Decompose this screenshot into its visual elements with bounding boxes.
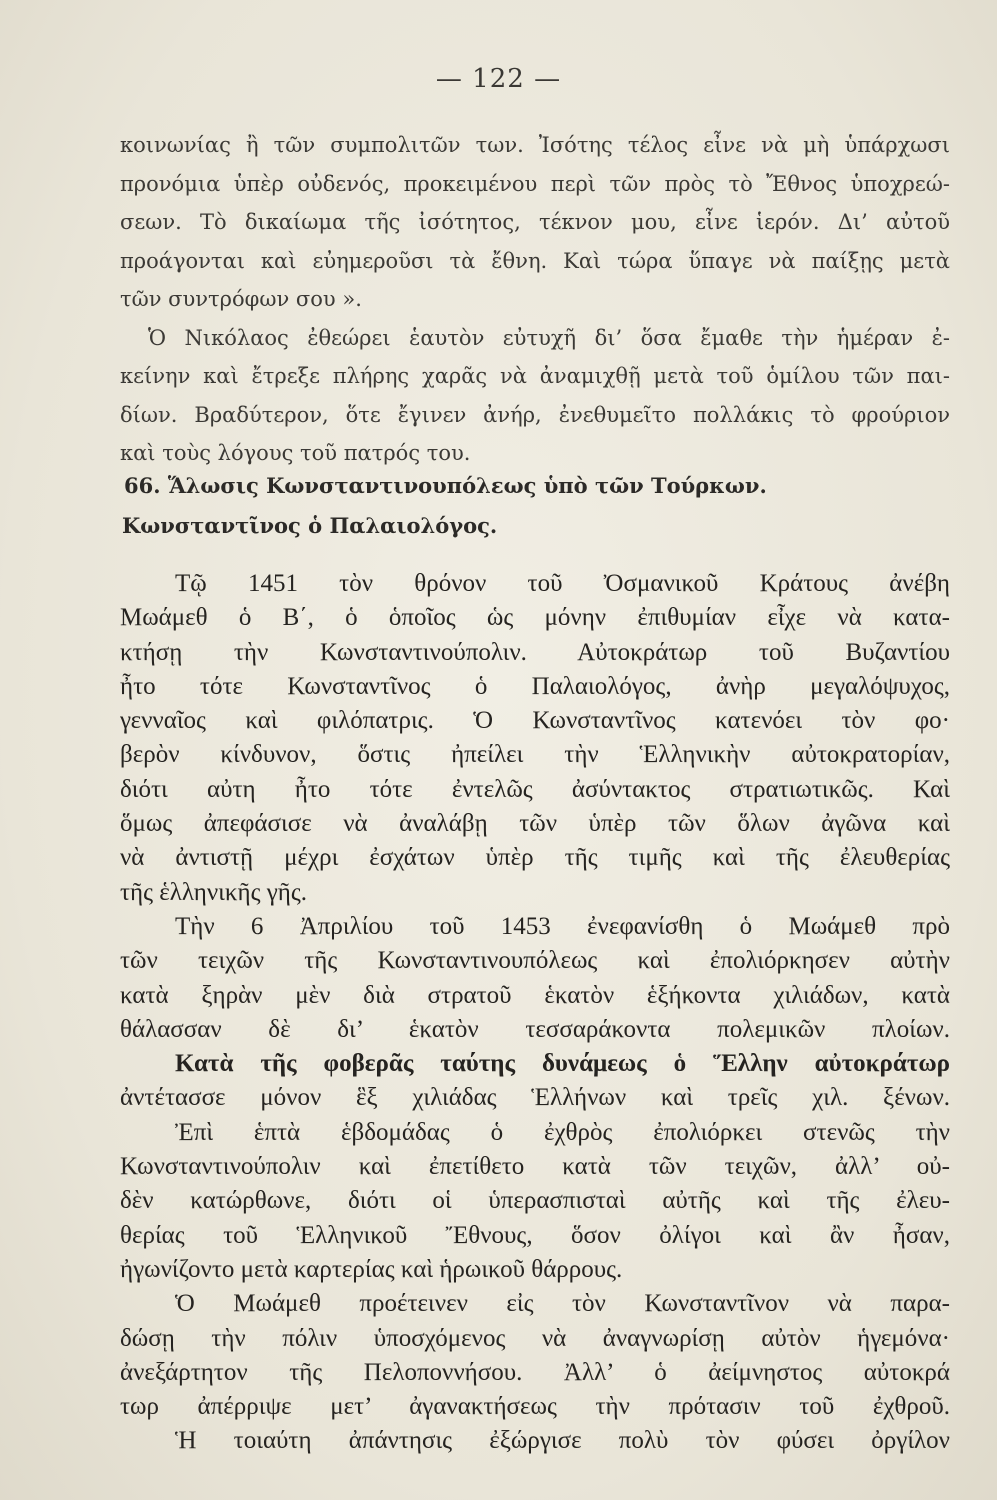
text-line: δώσῃ τὴν πόλιν ὑποσχόμενος νὰ ἀναγνωρίσῃ αὐτὸν ἡγεμόνα· bbox=[120, 1324, 950, 1352]
text-line: ἀντέτασσε μόνον ἓξ χιλιάδας Ἑλλήνων καὶ τρεῖς χιλ. ξένων. bbox=[120, 1084, 950, 1112]
text-line: Τὴν 6 Ἀπριλίου τοῦ 1453 ἐνεφανίσθη ὁ Μωάμεθ πρὸ bbox=[175, 912, 950, 940]
previous-section-text bbox=[120, 126, 950, 473]
text-line: Ὁ Μωάμεθ προέτεινεν εἰς τὸν Κωνσταντῖνον νὰ παρα- bbox=[175, 1290, 950, 1318]
text-line: ἀνεξάρτητον τῆς Πελοποννήσου. Ἀλλ’ ὁ ἀείμνηστος αὐτοκρά bbox=[120, 1358, 950, 1386]
text-line: Ἐπὶ ἑπτὰ ἑβδομάδας ὁ ἐχθρὸς ἐπολιόρκει στενῶς τὴν bbox=[175, 1118, 950, 1146]
text-line: θάλασσαν δὲ δι’ ἑκατὸν τεσσαράκοντα πολεμικῶν πλοίων. bbox=[120, 1015, 950, 1043]
text-line: κτήσῃ τὴν Κωνσταντινούπολιν. Αὐτοκράτωρ τοῦ Βυζαντίου bbox=[120, 638, 950, 666]
text-line: τῆς ἑλληνικῆς γῆς. bbox=[120, 878, 307, 906]
text-line: ἦτο τότε Κωνσταντῖνος ὁ Παλαιολόγος, ἀνὴρ μεγαλόψυχος, bbox=[120, 672, 950, 700]
text-line: Μωάμεθ ὁ Β΄, ὁ ὁποῖος ὡς μόνην ἐπιθυμίαν εἶχε νὰ κατα- bbox=[120, 604, 950, 632]
heading-line-2: Κωνσταντῖνος ὁ Παλαιολόγος. bbox=[122, 513, 498, 538]
text-line: διότι αὐτη ἦτο τότε ἐντελῶς ἀσύντακτος στρατιωτικῶς. Καὶ bbox=[120, 775, 950, 803]
text-line: νὰ ἀντιστῇ μέχρι ἐσχάτων ὑπὲρ τῆς τιμῆς καὶ τῆς ἐλευθερίας bbox=[120, 844, 950, 872]
text-line: τωρ ἀπέρριψε μετ’ ἀγανακτήσεως τὴν πρότασιν τοῦ ἐχθροῦ. bbox=[120, 1393, 950, 1421]
text-line: σεων. Τὸ δικαίωμα τῆς ἰσότητος, τέκνον μου, εἶνε ἱερόν. Δι’ αὐτοῦ bbox=[120, 210, 950, 234]
text-line: καὶ τοὺς λόγους τοῦ πατρός του. bbox=[120, 441, 471, 465]
text-line: γενναῖος καὶ φιλόπατρις. Ὁ Κωνσταντῖνος κατενόει τὸν φο· bbox=[120, 707, 950, 735]
text-line: προνόμια ὑπὲρ οὐδενός, προκειμένου περὶ τῶν πρὸς τὸ Ἔθνος ὑποχρεώ- bbox=[120, 171, 950, 196]
text-line: Κατὰ τῆς φοβερᾶς ταύτης δυνάμεως ὁ Ἕλλην αὐτοκράτωρ bbox=[175, 1050, 950, 1078]
text-line: ὅμως ἀπεφάσισε νὰ ἀναλάβῃ τῶν ὑπὲρ τῶν ὅλων ἀγῶνα καὶ bbox=[120, 810, 950, 838]
text-line: Κωνσταντινούπολιν καὶ ἐπετίθετο κατὰ τῶν τειχῶν, ἀλλ’ οὐ- bbox=[120, 1153, 950, 1181]
text-line: βερὸν κίνδυνον, ὅστις ἠπείλει τὴν Ἑλληνικὴν αὐτοκρατορίαν, bbox=[120, 741, 950, 769]
text-line: ἠγωνίζοντο μετὰ καρτερίας καὶ ἡρωικοῦ θάρρους. bbox=[120, 1255, 623, 1283]
section-body-text bbox=[120, 567, 950, 1459]
text-line: κοινωνίας ἢ τῶν συμπολιτῶν των. Ἰσότης τέλος εἶνε νὰ μὴ ὑπάρχωσι bbox=[120, 133, 950, 157]
text-line: κείνην καὶ ἔτρεξε πλήρης χαρᾶς νὰ ἀναμιχθῇ μετὰ τοῦ ὁμίλου τῶν παι- bbox=[120, 364, 950, 388]
text-line: Τῷ 1451 τὸν θρόνον τοῦ Ὀσμανικοῦ Κράτους ἀνέβη bbox=[175, 570, 950, 597]
page-number: — 122 — bbox=[435, 64, 562, 94]
text-line: Ἡ τοιαύτη ἀπάντησις ἐξώργισε πολὺ τὸν φύσει ὀργίλον bbox=[175, 1427, 950, 1455]
text-line: κατὰ ξηρὰν μὲν διὰ στρατοῦ ἑκατὸν ἑξήκοντα χιλιάδων, κατὰ bbox=[120, 981, 950, 1009]
heading-line-1: 66. Ἅλωσις Κωνσταντινουπόλεως ὑπὸ τῶν Τούρκων. bbox=[124, 473, 767, 498]
section-heading bbox=[120, 466, 950, 546]
text-line: δὲν κατώρθωνε, διότι οἱ ὑπερασπισταὶ αὐτῆς καὶ τῆς ἐλευ- bbox=[120, 1187, 950, 1215]
text-line: Ὁ Νικόλαος ἐθεώρει ἑαυτὸν εὐτυχῆ δι’ ὅσα ἔμαθε τὴν ἡμέραν ἐ- bbox=[148, 325, 950, 350]
text-line: δίων. Βραδύτερον, ὅτε ἔγινεν ἀνήρ, ἐνεθυμεῖτο πολλάκις τὸ φρούριον bbox=[120, 402, 950, 427]
text-line: τῶν τειχῶν τῆς Κωνσταντινουπόλεως καὶ ἐπολιόρκησεν αὐτὴν bbox=[120, 947, 950, 975]
text-line: τῶν συντρόφων σου ». bbox=[120, 287, 362, 311]
text-line: θερίας τοῦ Ἑλληνικοῦ Ἔθνους, ὅσον ὀλίγοι καὶ ἂν ἦσαν, bbox=[120, 1221, 950, 1249]
text-line: προάγονται καὶ εὐημεροῦσι τὰ ἔθνη. Καὶ τώρα ὕπαγε νὰ παίξῃς μετὰ bbox=[120, 248, 950, 273]
